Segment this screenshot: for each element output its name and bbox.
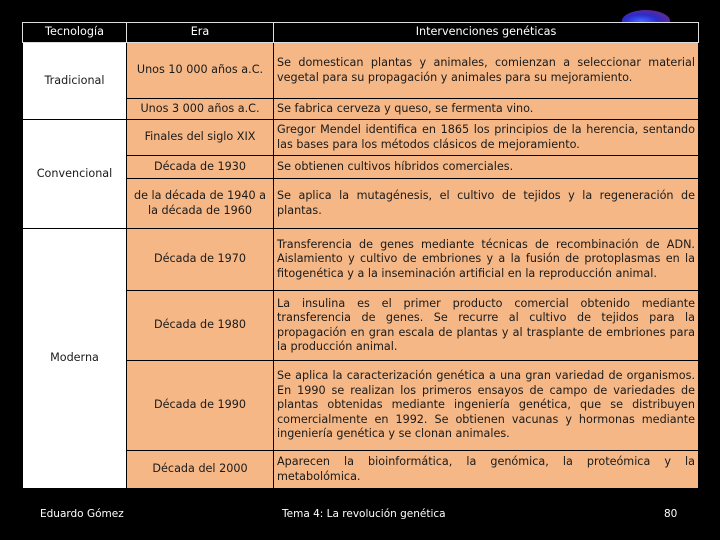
table-row [23, 229, 699, 291]
era-cell: Década de 1970 [127, 229, 274, 291]
era-cell: Década del 2000 [127, 451, 274, 489]
intervention-cell: Se domestican plantas y animales, comienzan a seleccionar material vegetal para su propagación y animales para su mejoramiento. [274, 43, 699, 99]
header-era: Era [127, 23, 274, 43]
genetic-history-table [22, 22, 699, 489]
intervention-cell: La insulina es el primer producto comercial obtenido mediante transferencia de genes. Se recurre al cultivo de tejidos para la propagación en gran escala de plantas y al trasplante de embriones para la producción animal. [274, 291, 699, 361]
intervention-cell: Gregor Mendel identifica en 1865 los principios de la herencia, sentando las bases para los métodos clásicos de mejoramiento. [274, 120, 699, 156]
intervention-cell: Transferencia de genes mediante técnicas de recombinación de ADN. Aislamiento y cultivo de embriones y a la fusión de protoplasmas en la fitogenética y a la inseminación artificial en la reproducción animal. [274, 229, 699, 291]
intervention-cell: Se obtienen cultivos híbridos comerciales. [274, 156, 699, 179]
tech-convencional: Convencional [23, 120, 127, 229]
footer-page-number: 80 [664, 508, 678, 520]
table-row [23, 43, 699, 99]
era-cell: Unos 3 000 años a.C. [127, 99, 274, 120]
table-row [23, 120, 699, 156]
intervention-cell: Se fabrica cerveza y queso, se fermenta vino. [274, 99, 699, 120]
era-cell: Década de 1930 [127, 156, 274, 179]
era-cell: Finales del siglo XIX [127, 120, 274, 156]
tech-moderna: Moderna [23, 229, 127, 489]
footer-topic: Tema 4: La revolución genética [282, 508, 446, 520]
era-cell: Década de 1980 [127, 291, 274, 361]
era-cell: Década de 1990 [127, 361, 274, 451]
header-technology: Tecnología [23, 23, 127, 43]
table-header-row [23, 23, 699, 43]
header-interventions: Intervenciones genéticas [274, 23, 699, 43]
tech-tradicional: Tradicional [23, 43, 127, 120]
intervention-cell: Se aplica la caracterización genética a una gran variedad de organismos. En 1990 se realizan los primeros ensayos de campo de variedades de plantas obtenidas mediante ingeniería genética, que se distribuyen comercialmente en 1992. Se obtienen vacunas y hormonas mediante ingeniería genética y se clonan animales. [274, 361, 699, 451]
intervention-cell: Aparecen la bioinformática, la genómica, la proteómica y la metabolómica. [274, 451, 699, 489]
era-cell: de la década de 1940 a la década de 1960 [127, 179, 274, 229]
footer-author: Eduardo Gómez [40, 508, 124, 520]
intervention-cell: Se aplica la mutagénesis, el cultivo de tejidos y la regeneración de plantas. [274, 179, 699, 229]
era-cell: Unos 10 000 años a.C. [127, 43, 274, 99]
